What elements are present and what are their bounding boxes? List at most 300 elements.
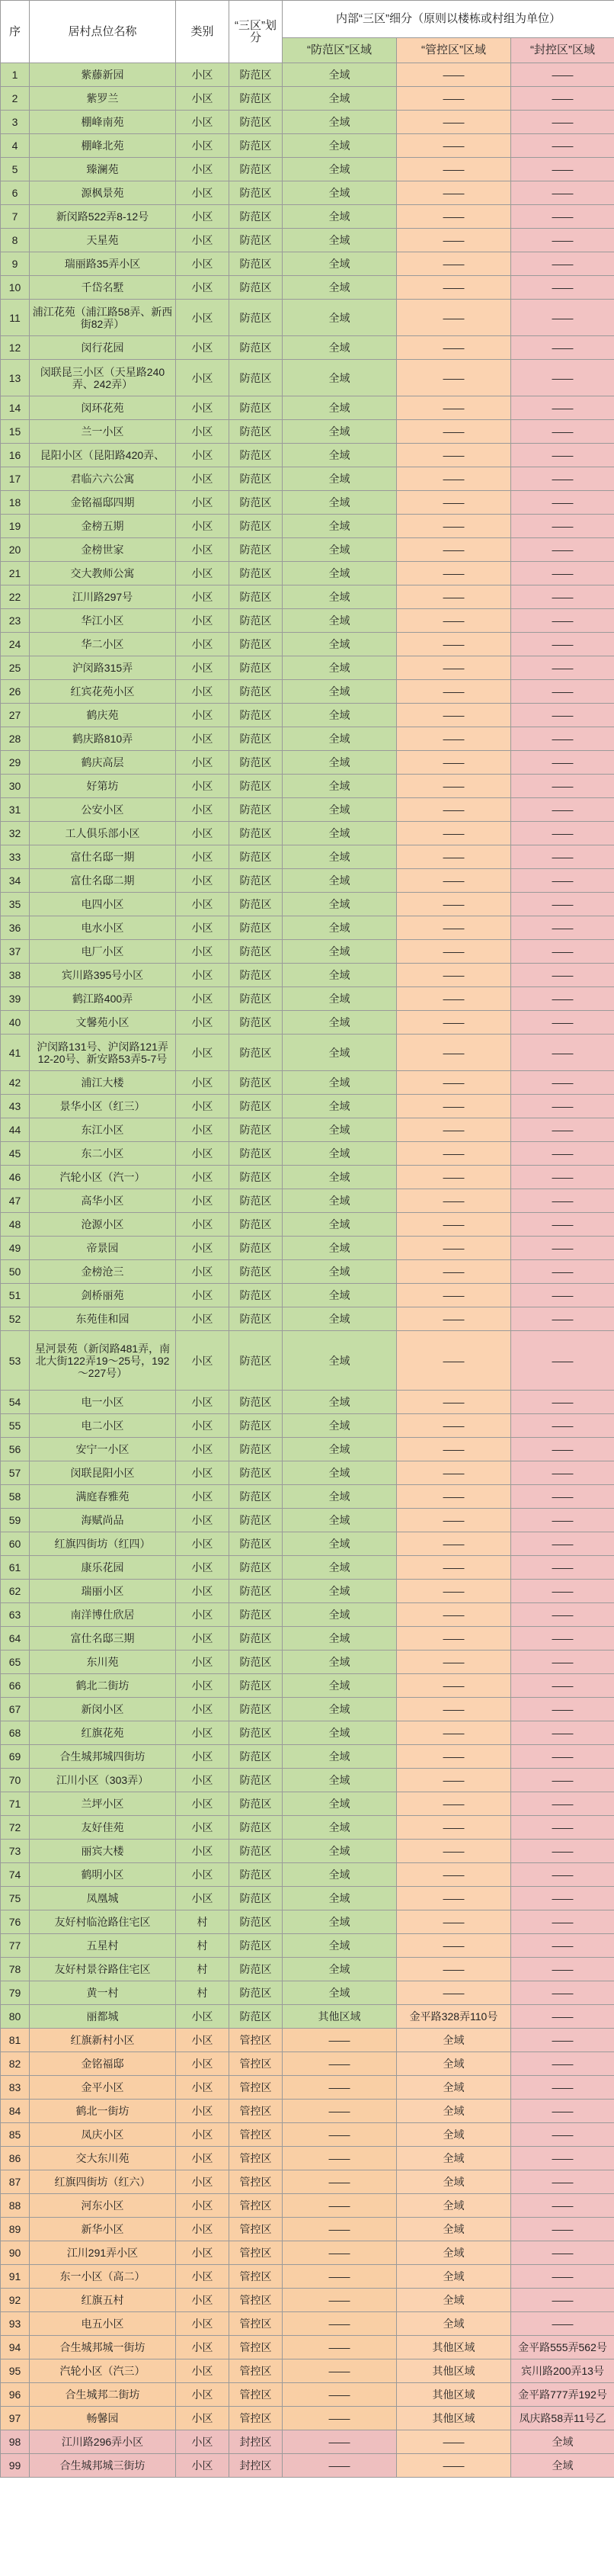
row-type: 小区 — [176, 2454, 229, 2478]
row-type: 小区 — [176, 2194, 229, 2218]
table-row — [1, 2383, 614, 2407]
table-row — [1, 1391, 614, 1414]
row-guan: —— — [397, 1438, 511, 1461]
row-seq: 17 — [1, 467, 30, 491]
row-type: 小区 — [176, 1011, 229, 1035]
row-feng: —— — [511, 515, 614, 538]
row-seq: 95 — [1, 2359, 30, 2383]
table-row — [1, 1307, 614, 1331]
row-fang: —— — [283, 2241, 397, 2265]
row-feng: —— — [511, 1721, 614, 1745]
row-name: 合生城邦城四街坊 — [30, 1745, 176, 1769]
row-seq: 80 — [1, 2005, 30, 2029]
row-type: 小区 — [176, 987, 229, 1011]
row-zone: 防范区 — [229, 1118, 283, 1142]
row-zone: 防范区 — [229, 751, 283, 775]
table-row — [1, 491, 614, 515]
table-row — [1, 2100, 614, 2123]
row-type: 小区 — [176, 276, 229, 300]
row-name: 棚峰南苑 — [30, 111, 176, 134]
table-row — [1, 1260, 614, 1284]
table-row — [1, 87, 614, 111]
row-feng: —— — [511, 727, 614, 751]
row-name: 红旗新村小区 — [30, 2029, 176, 2052]
row-fang: 全域 — [283, 704, 397, 727]
row-zone: 防范区 — [229, 1556, 283, 1580]
row-fang: 全域 — [283, 1391, 397, 1414]
row-type: 村 — [176, 1910, 229, 1934]
row-name: 浦江大楼 — [30, 1071, 176, 1095]
row-zone: 防范区 — [229, 134, 283, 158]
row-name: 鹤明小区 — [30, 1863, 176, 1887]
row-seq: 86 — [1, 2147, 30, 2170]
row-guan: 全域 — [397, 2289, 511, 2312]
row-seq: 78 — [1, 1958, 30, 1981]
row-type: 小区 — [176, 1816, 229, 1840]
row-fang: 全域 — [283, 1674, 397, 1698]
row-name: 富仕名邸三期 — [30, 1627, 176, 1651]
table-row — [1, 1011, 614, 1035]
row-guan: 全域 — [397, 2170, 511, 2194]
row-type: 小区 — [176, 1627, 229, 1651]
row-guan: —— — [397, 336, 511, 360]
row-feng: —— — [511, 2289, 614, 2312]
row-guan: 其他区域 — [397, 2336, 511, 2359]
row-name: 鹤北一街坊 — [30, 2100, 176, 2123]
row-type: 小区 — [176, 1863, 229, 1887]
row-fang: 全域 — [283, 656, 397, 680]
row-feng: —— — [511, 2100, 614, 2123]
row-seq: 13 — [1, 360, 30, 396]
row-zone: 防范区 — [229, 1863, 283, 1887]
row-seq: 28 — [1, 727, 30, 751]
row-type: 小区 — [176, 633, 229, 656]
row-name: 华二小区 — [30, 633, 176, 656]
row-zone: 防范区 — [229, 680, 283, 704]
row-feng: —— — [511, 491, 614, 515]
row-name: 兰一小区 — [30, 420, 176, 444]
row-guan: —— — [397, 2454, 511, 2478]
row-type: 小区 — [176, 2029, 229, 2052]
row-feng: —— — [511, 205, 614, 229]
row-name: 康乐花园 — [30, 1556, 176, 1580]
row-guan: —— — [397, 1035, 511, 1071]
row-type: 小区 — [176, 87, 229, 111]
row-fang: 全域 — [283, 1863, 397, 1887]
row-seq: 51 — [1, 1284, 30, 1307]
table-row — [1, 1934, 614, 1958]
row-type: 小区 — [176, 1391, 229, 1414]
table-row — [1, 751, 614, 775]
row-fang: 全域 — [283, 987, 397, 1011]
row-fang: 全域 — [283, 1284, 397, 1307]
row-zone: 防范区 — [229, 1651, 283, 1674]
row-zone: 管控区 — [229, 2147, 283, 2170]
row-type: 小区 — [176, 1095, 229, 1118]
table-row — [1, 2076, 614, 2100]
row-type: 小区 — [176, 680, 229, 704]
row-fang: 全域 — [283, 276, 397, 300]
row-type: 小区 — [176, 1556, 229, 1580]
row-type: 小区 — [176, 396, 229, 420]
row-seq: 99 — [1, 2454, 30, 2478]
row-name: 安宁一小区 — [30, 1438, 176, 1461]
row-name: 交大东川苑 — [30, 2147, 176, 2170]
table-row — [1, 63, 614, 87]
row-guan: 全域 — [397, 2100, 511, 2123]
row-zone: 管控区 — [229, 2194, 283, 2218]
row-name: 沪闵路131号、沪闵路121弄12-20号、新安路53弄5-7号 — [30, 1035, 176, 1071]
row-seq: 7 — [1, 205, 30, 229]
table-row — [1, 1331, 614, 1391]
row-fang: 全域 — [283, 205, 397, 229]
row-type: 小区 — [176, 1307, 229, 1331]
row-name: 金榜五期 — [30, 515, 176, 538]
row-seq: 18 — [1, 491, 30, 515]
row-feng: —— — [511, 1307, 614, 1331]
row-seq: 54 — [1, 1391, 30, 1414]
row-guan: 金平路328弄110号 — [397, 2005, 511, 2029]
row-guan: —— — [397, 1674, 511, 1698]
table-row — [1, 916, 614, 940]
row-guan: —— — [397, 751, 511, 775]
row-name: 汽轮小区（汽一） — [30, 1166, 176, 1189]
row-type: 小区 — [176, 1189, 229, 1213]
row-type: 小区 — [176, 609, 229, 633]
row-zone: 防范区 — [229, 1934, 283, 1958]
table-row — [1, 1237, 614, 1260]
row-zone: 防范区 — [229, 1769, 283, 1792]
row-guan: 全域 — [397, 2312, 511, 2336]
row-guan: —— — [397, 1556, 511, 1580]
row-type: 小区 — [176, 775, 229, 798]
row-feng: —— — [511, 1260, 614, 1284]
row-seq: 47 — [1, 1189, 30, 1213]
row-name: 臻澜苑 — [30, 158, 176, 181]
row-zone: 防范区 — [229, 1887, 283, 1910]
row-zone: 防范区 — [229, 252, 283, 276]
row-name: 红旗花苑 — [30, 1721, 176, 1745]
row-fang: —— — [283, 2407, 397, 2430]
row-feng: —— — [511, 2170, 614, 2194]
row-guan: —— — [397, 585, 511, 609]
row-zone: 防范区 — [229, 396, 283, 420]
row-feng: —— — [511, 609, 614, 633]
row-name: 公安小区 — [30, 798, 176, 822]
row-guan: —— — [397, 1887, 511, 1910]
row-type: 小区 — [176, 1213, 229, 1237]
row-feng: —— — [511, 1603, 614, 1627]
row-zone: 防范区 — [229, 1237, 283, 1260]
row-type: 小区 — [176, 2052, 229, 2076]
row-name: 江川路297号 — [30, 585, 176, 609]
row-feng: —— — [511, 1769, 614, 1792]
row-guan: —— — [397, 1910, 511, 1934]
row-name: 合生城邦城三街坊 — [30, 2454, 176, 2478]
row-zone: 防范区 — [229, 1284, 283, 1307]
row-guan: —— — [397, 1461, 511, 1485]
row-guan: 全域 — [397, 2123, 511, 2147]
row-seq: 83 — [1, 2076, 30, 2100]
table-row — [1, 1035, 614, 1071]
row-seq: 93 — [1, 2312, 30, 2336]
row-type: 小区 — [176, 1118, 229, 1142]
row-name: 富仕名邸一期 — [30, 845, 176, 869]
row-type: 小区 — [176, 134, 229, 158]
row-fang: 全域 — [283, 1603, 397, 1627]
row-seq: 97 — [1, 2407, 30, 2430]
row-zone: 防范区 — [229, 467, 283, 491]
row-type: 小区 — [176, 300, 229, 336]
row-fang: —— — [283, 2147, 397, 2170]
row-feng: —— — [511, 1934, 614, 1958]
row-zone: 防范区 — [229, 822, 283, 845]
row-feng: —— — [511, 1438, 614, 1461]
row-seq: 57 — [1, 1461, 30, 1485]
row-fang: 全域 — [283, 680, 397, 704]
table-row — [1, 1509, 614, 1532]
header-seq: 序 — [1, 1, 30, 63]
row-type: 小区 — [176, 229, 229, 252]
row-guan: 全域 — [397, 2052, 511, 2076]
row-seq: 19 — [1, 515, 30, 538]
row-seq: 85 — [1, 2123, 30, 2147]
row-type: 小区 — [176, 1580, 229, 1603]
row-feng: —— — [511, 1840, 614, 1863]
row-feng: —— — [511, 869, 614, 893]
row-guan: —— — [397, 704, 511, 727]
row-type: 村 — [176, 1934, 229, 1958]
row-name: 畅馨园 — [30, 2407, 176, 2430]
row-seq: 8 — [1, 229, 30, 252]
row-zone: 防范区 — [229, 111, 283, 134]
row-feng: —— — [511, 2147, 614, 2170]
row-seq: 21 — [1, 562, 30, 585]
row-zone: 管控区 — [229, 2383, 283, 2407]
row-fang: 全域 — [283, 964, 397, 987]
row-type: 小区 — [176, 538, 229, 562]
row-fang: 全域 — [283, 1627, 397, 1651]
row-type: 小区 — [176, 1260, 229, 1284]
row-feng: —— — [511, 1887, 614, 1910]
row-guan: —— — [397, 1745, 511, 1769]
row-type: 小区 — [176, 467, 229, 491]
row-name: 帝景园 — [30, 1237, 176, 1260]
row-zone: 防范区 — [229, 420, 283, 444]
row-guan: —— — [397, 1095, 511, 1118]
row-guan: —— — [397, 609, 511, 633]
row-guan: —— — [397, 1166, 511, 1189]
row-fang: —— — [283, 2336, 397, 2359]
row-seq: 52 — [1, 1307, 30, 1331]
row-zone: 防范区 — [229, 1698, 283, 1721]
row-guan: —— — [397, 396, 511, 420]
row-fang: —— — [283, 2123, 397, 2147]
row-seq: 10 — [1, 276, 30, 300]
row-feng: —— — [511, 562, 614, 585]
row-guan: —— — [397, 538, 511, 562]
row-name: 丽宾大楼 — [30, 1840, 176, 1863]
row-type: 小区 — [176, 2359, 229, 2383]
row-guan: —— — [397, 1213, 511, 1237]
row-zone: 防范区 — [229, 656, 283, 680]
table-row — [1, 798, 614, 822]
row-fang: 全域 — [283, 751, 397, 775]
row-fang: 全域 — [283, 1981, 397, 2005]
row-guan: —— — [397, 1580, 511, 1603]
row-feng: —— — [511, 1461, 614, 1485]
row-fang: 其他区域 — [283, 2005, 397, 2029]
row-seq: 40 — [1, 1011, 30, 1035]
row-name: 鹤江路400弄 — [30, 987, 176, 1011]
row-guan: —— — [397, 1840, 511, 1863]
row-feng: —— — [511, 158, 614, 181]
row-seq: 36 — [1, 916, 30, 940]
row-feng: —— — [511, 656, 614, 680]
row-zone: 管控区 — [229, 2359, 283, 2383]
table-row — [1, 964, 614, 987]
row-type: 小区 — [176, 1840, 229, 1863]
row-name: 东苑佳和园 — [30, 1307, 176, 1331]
row-fang: 全域 — [283, 360, 397, 396]
row-fang: 全域 — [283, 467, 397, 491]
row-seq: 34 — [1, 869, 30, 893]
row-zone: 防范区 — [229, 63, 283, 87]
table-row — [1, 1674, 614, 1698]
row-zone: 管控区 — [229, 2218, 283, 2241]
row-fang: 全域 — [283, 727, 397, 751]
table-row — [1, 869, 614, 893]
row-type: 小区 — [176, 1698, 229, 1721]
row-seq: 42 — [1, 1071, 30, 1095]
table-row — [1, 1532, 614, 1556]
row-fang: 全域 — [283, 87, 397, 111]
row-name: 电二小区 — [30, 1414, 176, 1438]
row-guan: —— — [397, 63, 511, 87]
row-guan: —— — [397, 727, 511, 751]
table-row — [1, 585, 614, 609]
row-name: 工人俱乐部小区 — [30, 822, 176, 845]
table-row — [1, 727, 614, 751]
row-feng: —— — [511, 1745, 614, 1769]
row-type: 小区 — [176, 1603, 229, 1627]
row-type: 小区 — [176, 964, 229, 987]
row-fang: 全域 — [283, 585, 397, 609]
row-type: 小区 — [176, 1485, 229, 1509]
row-name: 闵联昆三小区（天星路240弄、242弄） — [30, 360, 176, 396]
row-fang: 全域 — [283, 940, 397, 964]
table-row — [1, 1556, 614, 1580]
row-name: 汽轮小区（汽三） — [30, 2359, 176, 2383]
row-seq: 73 — [1, 1840, 30, 1863]
row-seq: 1 — [1, 63, 30, 87]
row-seq: 46 — [1, 1166, 30, 1189]
row-zone: 防范区 — [229, 1910, 283, 1934]
row-seq: 45 — [1, 1142, 30, 1166]
row-fang: 全域 — [283, 822, 397, 845]
row-name: 鹤北二街坊 — [30, 1674, 176, 1698]
row-type: 小区 — [176, 1142, 229, 1166]
row-guan: —— — [397, 181, 511, 205]
row-feng: —— — [511, 822, 614, 845]
row-seq: 58 — [1, 1485, 30, 1509]
row-guan: —— — [397, 205, 511, 229]
table-row — [1, 1118, 614, 1142]
row-feng: 金平路777弄192号 — [511, 2383, 614, 2407]
row-zone: 防范区 — [229, 1816, 283, 1840]
row-guan: —— — [397, 300, 511, 336]
row-name: 闵行花园 — [30, 336, 176, 360]
row-zone: 管控区 — [229, 2289, 283, 2312]
row-type: 小区 — [176, 585, 229, 609]
row-guan: —— — [397, 1509, 511, 1532]
table-row — [1, 420, 614, 444]
row-seq: 3 — [1, 111, 30, 134]
row-type: 小区 — [176, 205, 229, 229]
row-fang: —— — [283, 2359, 397, 2383]
row-name: 友好佳苑 — [30, 1816, 176, 1840]
row-fang: —— — [283, 2194, 397, 2218]
row-feng: —— — [511, 987, 614, 1011]
row-name: 电五小区 — [30, 2312, 176, 2336]
row-feng: —— — [511, 1142, 614, 1166]
table-row — [1, 205, 614, 229]
row-type: 小区 — [176, 1461, 229, 1485]
row-fang: 全域 — [283, 1651, 397, 1674]
row-zone: 防范区 — [229, 1603, 283, 1627]
row-seq: 44 — [1, 1118, 30, 1142]
row-seq: 71 — [1, 1792, 30, 1816]
table-row — [1, 1792, 614, 1816]
row-zone: 防范区 — [229, 1095, 283, 1118]
row-feng: —— — [511, 1331, 614, 1391]
row-seq: 70 — [1, 1769, 30, 1792]
row-name: 紫罗兰 — [30, 87, 176, 111]
row-name: 黄一村 — [30, 1981, 176, 2005]
row-name: 友好村临沧路住宅区 — [30, 1910, 176, 1934]
table-row — [1, 1958, 614, 1981]
table-row — [1, 1721, 614, 1745]
row-guan: —— — [397, 1792, 511, 1816]
table-body — [1, 63, 614, 2478]
row-name: 天星苑 — [30, 229, 176, 252]
row-fang: 全域 — [283, 444, 397, 467]
row-feng: —— — [511, 1189, 614, 1213]
row-fang: 全域 — [283, 111, 397, 134]
row-type: 小区 — [176, 2170, 229, 2194]
row-zone: 防范区 — [229, 893, 283, 916]
row-type: 小区 — [176, 63, 229, 87]
row-seq: 6 — [1, 181, 30, 205]
table-row — [1, 775, 614, 798]
row-name: 鹤庆苑 — [30, 704, 176, 727]
table-row — [1, 2454, 614, 2478]
row-type: 小区 — [176, 893, 229, 916]
row-name: 红旗五村 — [30, 2289, 176, 2312]
row-feng: —— — [511, 1485, 614, 1509]
row-feng: —— — [511, 1035, 614, 1071]
row-type: 小区 — [176, 822, 229, 845]
row-seq: 43 — [1, 1095, 30, 1118]
row-zone: 防范区 — [229, 585, 283, 609]
row-fang: 全域 — [283, 420, 397, 444]
table-row — [1, 1698, 614, 1721]
row-zone: 防范区 — [229, 1391, 283, 1414]
row-fang: 全域 — [283, 775, 397, 798]
row-type: 小区 — [176, 252, 229, 276]
row-type: 小区 — [176, 1414, 229, 1438]
row-name: 东江小区 — [30, 1118, 176, 1142]
